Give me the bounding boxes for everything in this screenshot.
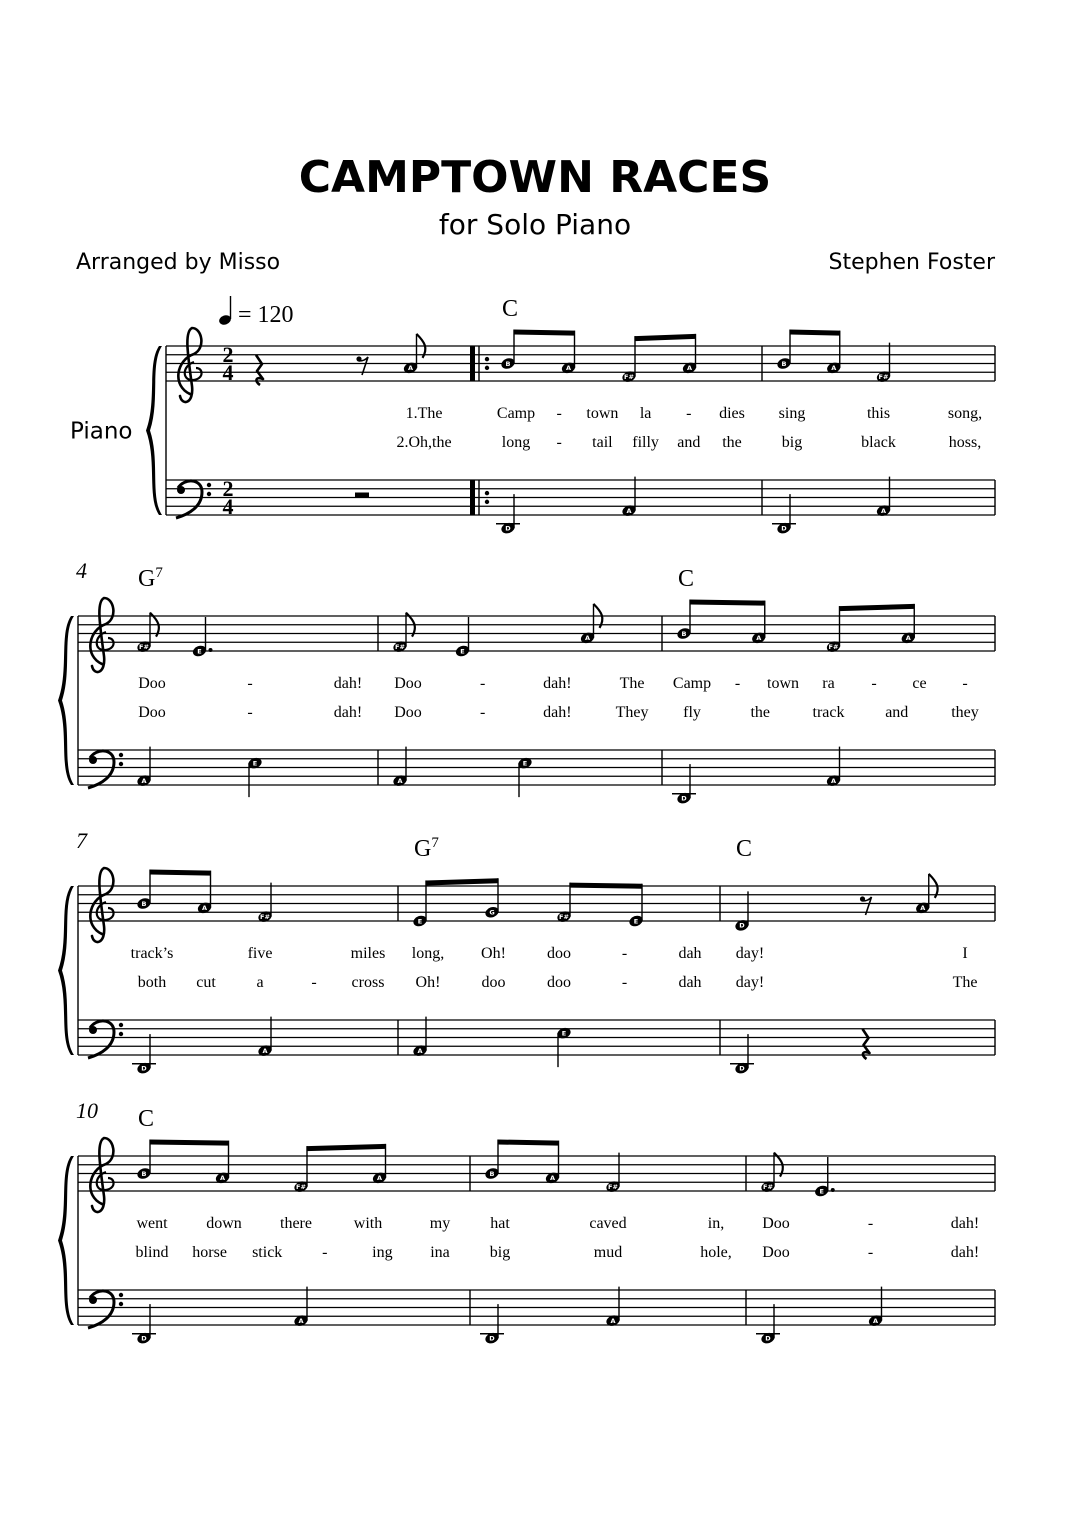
measure-number: 10 [76,1098,98,1123]
bass-clef-icon [207,483,211,487]
lyric-syllable: dah [678,945,702,962]
treble-note [814,1157,835,1198]
treble-note [136,1140,152,1181]
measure [672,566,995,805]
lyric-syllable: hoss, [948,434,982,451]
treble-note [136,870,152,911]
system [70,296,995,535]
beam [690,600,765,606]
note-name-label: A [831,364,837,373]
page-subtitle: for Solo Piano [438,208,632,241]
note-name-label: B [681,629,687,638]
lyric-syllable: with [353,1215,383,1232]
lyric-syllable: 1.The [405,405,443,422]
note-name-label: E [561,1029,567,1038]
beam [840,604,915,611]
treble-note [412,880,428,928]
note-name-label: A [417,1046,423,1055]
note-name-label: F# [878,372,889,381]
arranger-credit: Arranged by Misso [76,250,281,275]
lyric-syllable: blind [135,1244,169,1261]
lyric-hyphen: - [867,1215,874,1232]
beam [426,878,498,885]
lyric-syllable: and [677,434,701,451]
treble-note [776,330,792,371]
page-title: CAMPTOWN RACES [298,152,772,203]
lyric-syllable: ra [822,675,835,692]
treble-clef-icon [97,902,114,920]
note-name-label: A [549,1174,556,1183]
lyric-syllable: doo [481,974,506,991]
lyric-syllable: dah [678,974,702,991]
lyric-syllable: big [489,1244,511,1261]
note-name-label: E [460,647,465,656]
treble-note [751,601,767,645]
lyric-hyphen: - [311,974,317,991]
note-name-label: A [376,1174,383,1183]
note-name-label: F# [139,642,149,651]
lyric-syllable: went [136,1215,168,1232]
treble-note [560,331,576,375]
beam [514,330,575,336]
augmentation-dot [209,648,213,652]
note-name-label: A [756,634,762,643]
half-rest-icon [355,493,369,498]
treble-note [500,330,516,371]
note-name-label: D [489,1334,495,1343]
note-name-label: D [765,1334,771,1343]
lyric-syllable: town [586,405,619,422]
note-name-label: E [633,917,639,926]
note-name-label: F# [296,1182,306,1191]
note-name-label: A [610,1316,616,1325]
note-name-label: A [201,904,208,913]
bass-clef-icon [119,762,123,766]
lyric-hyphen: - [621,945,628,962]
chord-symbol: $G^7$ [414,835,439,862]
lyric-syllable: I [962,945,968,962]
note-name-label: D [781,524,787,533]
treble-note [628,884,644,928]
bass-clef-icon [119,753,123,757]
treble-note [484,878,500,919]
lyric-syllable: miles [350,945,386,962]
measure [480,1140,746,1346]
lyric-hyphen: - [871,675,877,692]
note-name-label: D [739,1064,745,1073]
note-name-label: B [141,899,147,908]
measure [131,870,398,1076]
lyric-syllable: dah! [543,704,572,721]
measure [392,604,662,797]
treble-note [191,617,212,658]
note-name-label: F# [260,912,270,921]
lyric-syllable: the [750,704,771,721]
lyric-syllable: Oh! [415,974,441,991]
lyric-syllable: sing [778,405,806,422]
system [58,1098,995,1345]
treble-clef-icon [185,362,202,380]
lyric-syllable: a [256,974,264,991]
lyric-syllable: song, [947,405,983,422]
measure [730,836,995,1075]
treble-note [196,871,212,915]
lyric-syllable: caved [589,1215,627,1232]
augmentation-dot [831,1188,835,1192]
treble-note [214,1141,230,1185]
chord-symbol: C [678,566,695,592]
treble-clef-icon [97,632,114,650]
lyric-syllable: ing [372,1244,393,1261]
note-name-label: A [219,1174,226,1183]
lyric-syllable: day! [735,945,765,962]
note-name-label: E [197,647,202,656]
lyric-syllable: ce [912,675,927,692]
lyric-syllable: Doo [394,704,422,721]
measure-number: 4 [76,558,87,583]
system [58,558,995,805]
lyric-syllable: my [429,1215,451,1232]
beam [635,334,696,341]
bass-clef-icon [119,1023,123,1027]
beam [790,330,840,336]
lyric-syllable: down [206,1215,242,1232]
lyric-hyphen: - [480,704,486,721]
lyric-hyphen: - [322,1244,328,1261]
note-name-label: A [298,1316,304,1325]
note-name-label: A [920,904,926,913]
treble-note [484,1140,500,1181]
lyric-syllable: and [885,704,909,721]
lyric-syllable: dies [719,405,745,422]
note-name-label: F# [608,1182,618,1191]
note-name-label: E [819,1187,824,1196]
bass-clef-icon [177,486,185,494]
bass-clef-icon [207,492,211,496]
lyric-syllable: cut [196,974,216,991]
system [58,828,995,1075]
lyric-syllable: Doo [762,1215,790,1232]
lyric-syllable: this [866,405,891,422]
lyric-syllable: cross [351,974,385,991]
lyric-syllable: Oh! [481,945,506,962]
note-name-label: A [830,776,837,785]
grand-staff-brace [58,616,74,785]
lyric-syllable: la [639,405,652,422]
lyric-syllable: mud [593,1244,623,1261]
lyric-syllable: dah! [333,704,363,721]
note-name-label: A [626,506,632,515]
lyric-syllable: long [501,434,531,451]
treble-note [293,1146,309,1194]
note-name-label: F# [624,372,634,381]
lyric-syllable: black [861,434,896,451]
lyric-hyphen: - [247,675,253,692]
measure [136,565,378,797]
lyric-syllable: track’s [130,945,174,962]
score-systems [58,296,995,1345]
lyric-hyphen: - [734,675,741,692]
note-name-label: B [781,359,787,368]
chord-symbol-extension: 7 [155,565,163,581]
note-name-label: F# [763,1182,773,1191]
chord-symbol: $G^7$ [138,565,163,592]
lyric-syllable: five [247,945,273,962]
beam [307,1144,386,1151]
measure [412,835,720,1067]
lyric-syllable: Doo [394,675,422,692]
repeat-start-barline [470,480,475,515]
lyric-syllable: dah! [333,675,363,692]
measure [470,296,762,535]
composer-credit: Stephen Foster [828,250,995,275]
lyric-syllable: long, [411,945,445,962]
lyric-syllable: Camp [672,675,712,692]
time-signature-top: 2 [222,342,234,367]
lyric-hyphen: - [621,974,628,991]
lyric-syllable: stick [252,1244,283,1261]
bass-clef-icon [89,1026,97,1034]
treble-note [826,331,842,375]
lyric-syllable: big [781,434,803,451]
treble-note [676,600,692,641]
grand-staff-brace [58,886,74,1055]
bass-clef-icon [119,1032,123,1036]
instrument-label: Piano [70,418,133,445]
lyric-syllable: day! [735,974,765,991]
lyric-syllable: Doo [762,1244,790,1261]
bass-clef-icon [89,756,97,764]
time-signature-top: 2 [222,476,234,501]
time-signature-bottom: 4 [222,360,234,385]
lyric-hyphen: - [556,405,562,422]
lyric-syllable: dah! [950,1244,980,1261]
note-name-label: A [262,1046,268,1055]
lyric-syllable: dah! [543,675,572,692]
lyric-syllable: hat [490,1215,510,1232]
note-name-label: B [489,1169,495,1178]
lyric-syllable: doo [547,945,571,962]
note-name-label: F# [828,642,839,651]
lyric-syllable: ina [430,1244,450,1261]
bass-clef-icon [119,1293,123,1297]
repeat-dot [485,491,489,495]
chord-symbol: C [502,296,519,322]
note-name-label: D [739,921,745,930]
repeat-start-barline [470,346,475,381]
lyric-hyphen: - [867,1244,874,1261]
note-name-label: D [141,1064,147,1073]
note-name-label: B [505,359,511,368]
lyric-syllable: They [615,704,649,721]
treble-note [825,606,841,654]
lyric-syllable: Doo [138,675,166,692]
note-name-label: G [489,908,495,917]
treble-clef-icon [97,1172,114,1190]
chord-symbol: C [138,1106,155,1132]
note-name-label: A [397,776,403,785]
time-signature-bottom: 4 [222,494,234,519]
lyric-syllable: The [619,675,645,692]
note-name-label: D [141,1334,147,1343]
note-name-label: E [417,917,423,926]
lyric-syllable: doo [547,974,571,991]
lyric-syllable: town [767,675,799,692]
note-name-label: A [565,364,572,373]
tempo-marking: = 120 [238,302,294,328]
lyric-syllable: hole, [700,1244,732,1261]
repeat-dot [485,357,489,361]
note-name-label: A [880,506,887,515]
chord-symbol-extension: 7 [431,835,439,851]
grand-staff-brace [58,1156,74,1325]
bass-clef-icon [89,1296,97,1304]
note-name-label: A [905,634,911,643]
lyric-syllable: dah! [950,1215,980,1232]
note-name-label: B [141,1169,147,1178]
note-name-label: F# [559,912,569,921]
measure [772,330,995,536]
lyric-hyphen: - [686,405,692,422]
lyric-syllable: both [137,974,167,991]
note-name-label: D [505,524,511,533]
grand-staff-brace [146,346,162,515]
lyric-hyphen: - [247,704,253,721]
lyric-hyphen: - [480,675,486,692]
lyric-hyphen: - [962,675,968,692]
chord-symbol: C [736,836,753,862]
lyric-syllable: there [280,1215,312,1232]
note-name-label: D [681,794,687,803]
lyric-syllable: The [952,974,978,991]
lyric-syllable: track [812,704,845,721]
note-name-label: A [584,634,591,643]
bass-clef-icon [119,1302,123,1306]
lyric-syllable: Doo [138,704,166,721]
note-name-label: E [522,759,528,768]
lyric-syllable: in, [707,1215,725,1232]
treble-note [544,1141,560,1185]
lyric-syllable: tail [592,434,613,451]
note-name-label: A [141,776,147,785]
note-name-label: A [407,364,414,373]
beam [150,1140,229,1146]
note-name-label: E [252,759,258,768]
lyric-syllable: horse [192,1244,227,1261]
beam [150,870,211,876]
beam [498,1140,559,1146]
lyric-syllable: filly [632,434,659,451]
treble-note [454,617,470,658]
lyric-hyphen: - [556,434,562,451]
beam [570,883,642,889]
repeat-dot [485,366,489,370]
lyric-syllable: fly [683,704,701,721]
note-name-label: A [872,1316,879,1325]
lyric-syllable: the [722,434,742,451]
lyric-syllable: they [951,704,979,721]
lyric-syllable: 2.Oh,the [396,434,452,451]
lyric-syllable: Camp [496,405,536,422]
measure [132,1106,470,1345]
note-name-label: F# [395,642,405,651]
repeat-dot [485,500,489,504]
treble-note [621,336,637,384]
measure-number: 7 [76,828,87,853]
measure [256,334,474,515]
note-name-label: A [686,364,693,373]
